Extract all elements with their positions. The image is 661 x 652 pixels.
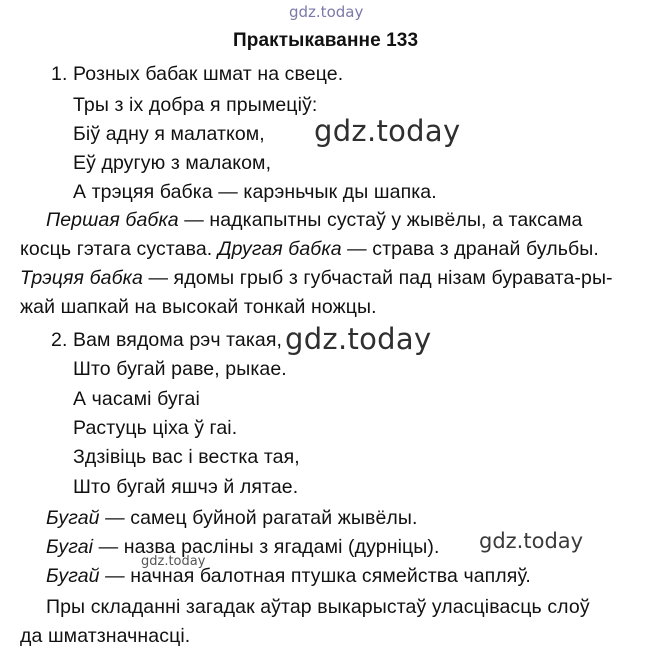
riddle1-line1: 1. Розных бабак шмат на свеце. bbox=[51, 63, 344, 85]
explanation1-line2 bbox=[20, 237, 599, 261]
explanation1-line2-text: — страва з дранай бульбы. bbox=[341, 238, 599, 260]
explanation2-line3-text: — начная балотная птушка сямейства чапляў. bbox=[99, 565, 531, 587]
explanation1-line1 bbox=[46, 208, 582, 232]
riddle1-line3: Біў адну я малатком, bbox=[73, 123, 265, 145]
conclusion-line1: Пры складанні загадак аўтар выкарыстаў уласцівасць слоў bbox=[46, 596, 590, 618]
explanation1-line4: жай шапкай на высокай тонкай ножцы. bbox=[20, 296, 377, 318]
riddle1-line4: Еў другую з малаком, bbox=[73, 152, 272, 174]
explanation2-line3 bbox=[46, 564, 531, 588]
exercise-title: Практыкаванне 133 bbox=[233, 30, 419, 51]
term-bugai-bird: Бугай bbox=[46, 565, 100, 587]
explanation1-line3-text: — ядомы грыб з губчастай пад нізам буравата-ры- bbox=[142, 267, 613, 289]
explanation1-line2-pre: косць гэтага сустава. bbox=[20, 238, 218, 260]
term-third-babka: Трэцяя бабка bbox=[20, 267, 143, 289]
term-bugai-bull: Бугай bbox=[46, 507, 100, 529]
riddle2-line2: Што бугай раве, рыкае. bbox=[73, 358, 287, 380]
explanation2-line1-text: — самец буйной рагатай жывёлы. bbox=[99, 507, 418, 529]
riddle2-line5: Здзівіць вас і вестка тая, bbox=[73, 446, 300, 468]
riddle1-line2: Тры з іх добра я прымеціў: bbox=[73, 94, 318, 116]
explanation1-line3 bbox=[20, 266, 613, 290]
explanation2-line2 bbox=[46, 535, 440, 559]
term-bugai-plant: Бугаі bbox=[46, 536, 94, 558]
conclusion-line2: да шматзначнасці. bbox=[20, 625, 191, 647]
riddle2-line6: Што бугай яшчэ й лятае. bbox=[73, 476, 299, 498]
explanation1-line1-text: — надкапытны сустаў у жывёлы, а таксама bbox=[178, 209, 583, 231]
watermark-1: gdz.today bbox=[314, 114, 461, 148]
term-second-babka: Другая бабка bbox=[217, 238, 342, 260]
watermark-3: gdz.today bbox=[479, 529, 584, 553]
watermark-2: gdz.today bbox=[285, 322, 432, 356]
term-first-babka: Першая бабка bbox=[46, 209, 179, 231]
riddle1-line5: А трэцяя бабка — карэньчык ды шапка. bbox=[73, 181, 437, 203]
explanation2-line1 bbox=[46, 506, 418, 530]
riddle2-line1: 2. Вам вядома рэч такая, bbox=[51, 329, 283, 351]
watermark-top: gdz.today bbox=[289, 3, 364, 21]
riddle2-line3: А часамі бугаі bbox=[73, 388, 200, 410]
riddle2-line4: Растуць ціха ў гаі. bbox=[73, 417, 238, 439]
explanation2-line2-text: — назва расліны з ягадамі (дурніцы). bbox=[93, 536, 440, 558]
watermark-4: gdz.today bbox=[141, 554, 206, 569]
